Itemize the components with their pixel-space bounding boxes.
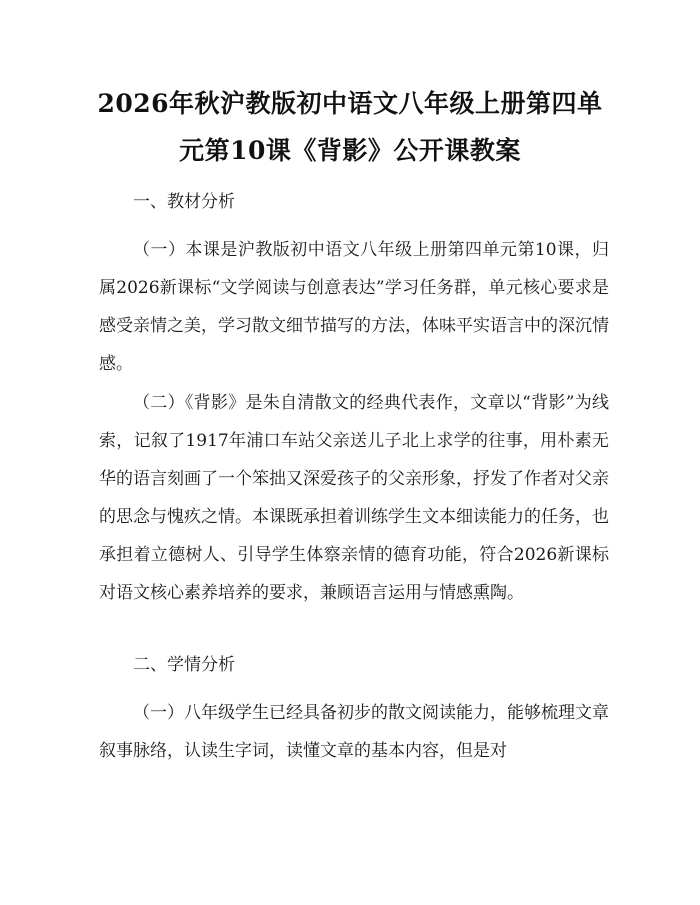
- paragraph-text: （一）本课是沪教版初中语文八年级上册第四单元第10课，归属2026新课标“文学阅读与创意表达”学习任务群，单元核心要求是感受亲情之美，学习散文细节描写的方法，体味平实语言中的深沉情感。: [99, 240, 609, 374]
- paragraph-text: （二）《背影》是朱自清散文的经典代表作，文章以“背影”为线索，记叙了1917年浦口车站父亲送儿子北上求学的往事，用朴素无华的语言刻画了一个笨拙又深爱孩子的父亲形象，抒发了作者对父亲的思念与愧疚之情。本课既承担着训练学生文本细读能力的任务，也承担着立德树人、引导学生体察亲情的德育功能，符合2026新课标对语文核心素养培养的要求，兼顾语言运用与情感熏陶。: [99, 393, 609, 603]
- section-heading-textbook-analysis: 一、教材分析: [133, 192, 235, 212]
- paragraph-text: （一）八年级学生已经具备初步的散文阅读能力，能够梳理文章叙事脉络，认读生字词，读懂文章的基本内容，但是对: [99, 703, 609, 761]
- section-heading-student-analysis: 二、学情分析: [133, 655, 235, 675]
- document-title-line-2: 元第10课《背影》公开课教案: [179, 136, 521, 165]
- paragraph-textbook-1: [99, 231, 609, 383]
- paragraph-textbook-2: [99, 384, 609, 612]
- paragraph-student-1: [99, 694, 609, 770]
- document-title-line-1: 2026年秋沪教版初中语文八年级上册第四单: [97, 89, 603, 118]
